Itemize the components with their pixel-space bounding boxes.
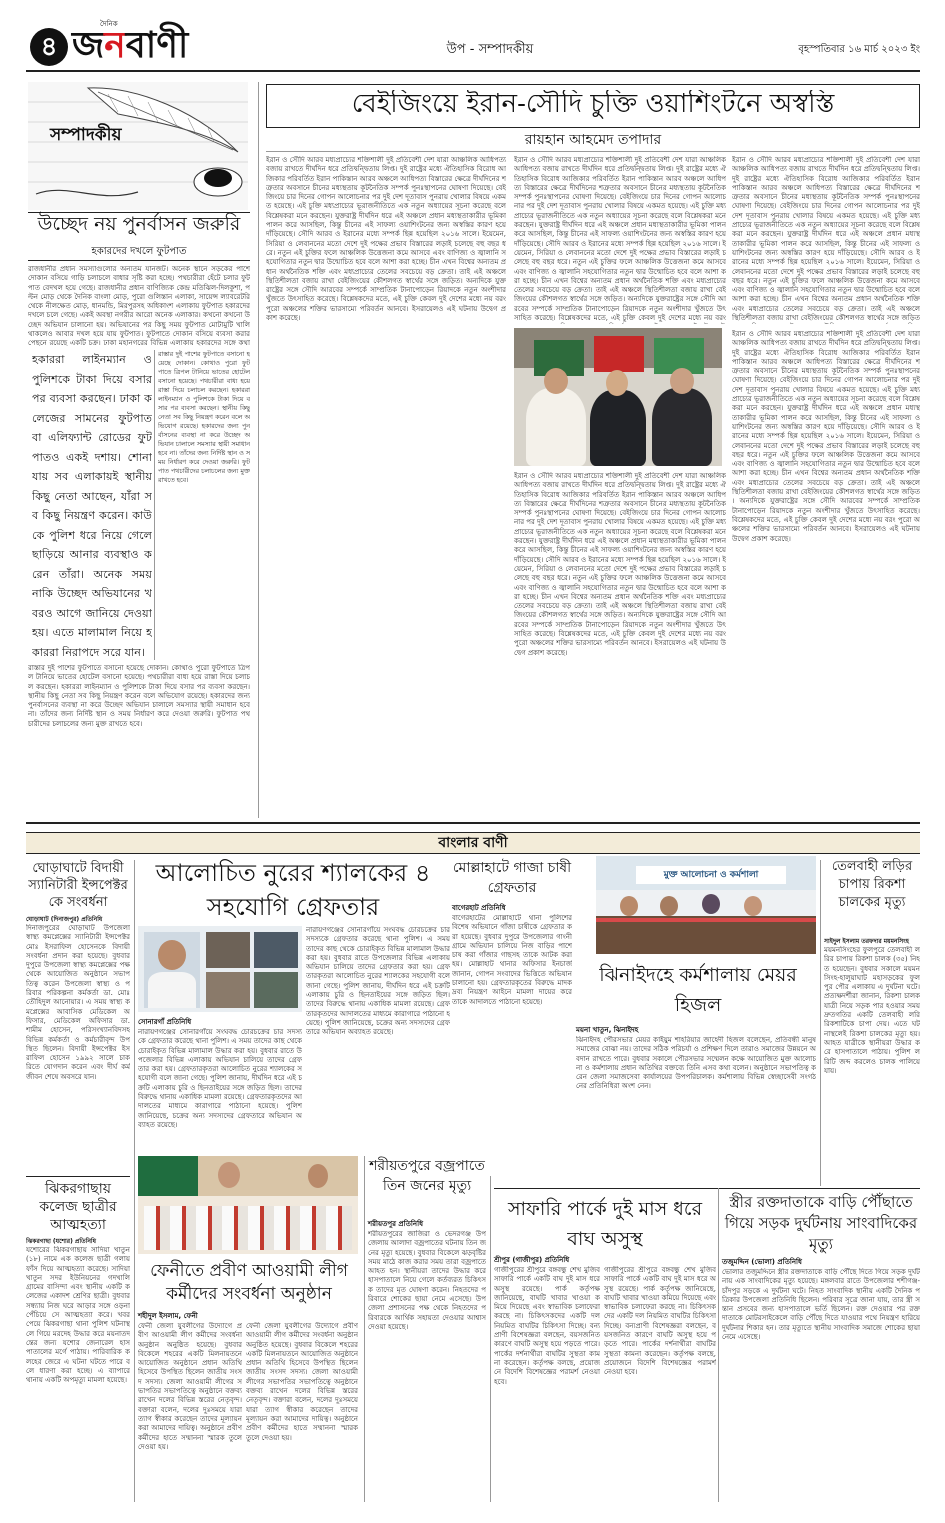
masthead-rule [26,70,920,72]
s2-byline: ঝিকরগাছা (যশোর) প্রতিনিধি [26,1238,96,1245]
s3-byline: সোনারগাঁ প্রতিনিধি [138,1018,192,1026]
s6-title: শরীয়তপুরে বজ্রপাতে তিন জনের মৃত্যু [369,1158,485,1194]
lead-author-rule [266,151,920,152]
col-a-divider [134,860,135,1502]
s10-byline: তজুমদ্দিন (ভোলা) প্রতিনিধি [722,1258,802,1266]
left-column-divider [258,82,259,818]
lead-photo [514,328,722,466]
section-banner-label: বাংলার বাণী [438,835,508,851]
s6-body: শরীয়তপুরের জাজিরা ও ভেদরগঞ্জ উপজেলায় আলাদা বজ্রপাতের ঘটনায় তিন জনের মৃত্যু হয়েছে। বুধবার বিকেলে ঝড়বৃষ্টির সময় মাঠে কাজ করার সময় তারা বজ্রপাতে আহত হন। স্থানীয়রা তাদের উদ্ধার করে হাসপাতালে নিয়ে গেলে কর্তব্যরত চিকিৎসক তাদের মৃত ঘোষণা করেন। নিহতদের পরিবারে শোকের ছায়া নেমে এসেছে। উপজেলা প্রশাসনের পক্ষ থেকে নিহতদের পরিবারকে আর্থিক সহায়তা দেওয়ার আশ্বাস দেওয়া হয়েছে। [368,1230,486,1331]
editorial-pullquote: হকাররা লাইনম্যান ও পুলিশকে টাকা দিয়ে বসার পর ব্যবসা করছেন। ঢাকা কলেজের সামনের ফুটপাত বা এলিফ্যান্ট রোডের ফুটপাতও একই দশায়। শোনা যায় সব এলাকায়ই স্থানীয় কিছু নেতা আছেন, যাঁরা সব কিছু নিয়ন্ত্রণ করেন। কাউকে পুলিশ ধরে নিয়ে গেলে ছাড়িয়ে আনার ব্যবস্থাও করেন তাঁরা। অনেক সময় নাকি উচ্ছেদ অভিযানের খবরও আগে জানিয়ে দেওয়া হয়। এতে মালামাল নিয়ে হকাররা নিরাপদে সরে যান। [32,353,152,659]
paper-name-pre: জ [72,25,105,66]
section-top-rule [26,822,920,824]
s5-title: মোল্লাহাটে গাজা চাষী গ্রেফতার [452,860,572,896]
s1-byline: ঘোড়াঘাট (দিনাজপুর) প্রতিনিধি [26,916,103,923]
section-banner [26,832,920,854]
s9-body: ময়মনসিংহের ফুলপুরে তেলবাহী লরির চাপায় রিকশা চালক (৩৫) নিহত হয়েছেন। বুধবার সকালে ময়মনসিংহ-হালুয়াঘাট মহাসড়কের ফুলপুর পৌর এলাকায় এ দুর্ঘটনা ঘটে। প্রত্যক্ষদর্শীরা জানান, রিকশা চালক যাত্রী নিয়ে সড়ক পার হওয়ার সময় দ্রুতগতির একটি তেলবাহী লরি রিকশাটিকে চাপা দেয়। এতে ঘটনাস্থলেই রিকশা চালকের মৃত্যু হয়। আহত যাত্রীকে স্থানীয়রা উদ্ধার করে হাসপাতালে পাঠায়। পুলিশ লরিটি জব্দ করলেও চালক পালিয়ে যায়। [824,946,920,1075]
editorial-body-c: রাস্তার দুই পাশের ফুটপাতে বসানো হয়েছে দোকান। কোথাও পুরো ফুটপাতে ত্রিপল টানিয়ে ভাতের হোটেল বসানো হয়েছে। পথচারীরা বাধ্য হয়ে রাস্তা দিয়ে চলাচল করছেন। হকাররা লাইনম্যান ও পুলিশকে টাকা দিয়ে বসার পর ব্যবসা করছেন। স্থানীয় কিছু নেতা সব কিছু নিয়ন্ত্রণ করেন বলে অভিযোগ রয়েছে। হকারদের জন্য পুনর্বাসনের ব্যবস্থা না করে উচ্ছেদ অভিযান চালালে সমস্যার স্থায়ী সমাধান হবে না। তাঁদের জন্য নির্দিষ্ট স্থান ও সময় নির্ধারণ করে দেওয়া জরুরি। ফুটপাত পথচারীদের চলাচলের জন্য মুক্ত রাখতে হবে। [28,664,250,728]
s7-photo-banner: মুক্ত আলোচনা ও কর্মশালা [636,866,786,884]
lead-author: রায়হান আহমেদ তপাদার [524,132,662,148]
s4-photo [138,1156,358,1254]
lead-title: বেইজিংয়ে ইরান-সৌদি চুক্তি ওয়াশিংটনে অস্বস্তি [351,90,835,119]
s3-body-2: নারায়ণগঞ্জের সোনারগাঁয়ে সংঘবদ্ধ চোরচক্রের চার সদস্যকে গ্রেফতার করেছে থানা পুলিশ। এ সময় তাদের কাছ থেকে চোরাইকৃত বিভিন্ন মালামাল উদ্ধার করা হয়। বুধবার রাতে উপজেলার বিভিন্ন এলাকায় অভিযান চালিয়ে তাদের গ্রেফতার করা হয়। গ্রেফতারকৃতরা আলোচিত নুরের শ্যালকের সহযোগী বলে জানা গেছে। পুলিশ জানায়, দীর্ঘদিন ধরে এই চক্রটি এলাকায় চুরি ও ছিনতাইয়ের সঙ্গে জড়িত ছিল। তাদের বিরুদ্ধে থানায় একাধিক মামলা রয়েছে। গ্রেফতারকৃতদের আদালতের মাধ্যমে কারাগারে পাঠানো হয়েছে। পুলিশ জানিয়েছে, চক্রের অন্য সদস্যদের গ্রেফতারে অভিযান অব্যাহত রয়েছে। [306,926,450,1037]
s2-title: ঝিকরগাছায় কলেজ ছাত্রীর আত্মহত্যা [39,1181,117,1233]
page-number: ৪ [40,32,58,62]
s4-title: ফেনীতে প্রবীণ আওয়ামী লীগ কর্মীদের সংবর্ধনা অনুষ্ঠান [150,1261,348,1304]
col-d-divider [820,860,821,1186]
s4-byline: শহীদুল ইসলাম, ফেনী [138,1312,198,1320]
lead-col-3-bottom: ইরান ও সৌদি আরব মধ্যপ্রাচ্যের শক্তিশালী দুই প্রতিবেশী দেশ যারা আঞ্চলিক আধিপত্য বজায় রাখতে দীর্ঘদিন ধরে প্রতিদ্বন্দ্বিতায় লিপ্ত। দুই রাষ্ট্রের মধ্যে ঐতিহাসিক বিরোধ আজিকার পরিবর্তিত ইরান পাকিস্তান আরব অঞ্চলে আধিপত্য বিস্তারের ক্ষেত্রে দীর্ঘদিনের শত্রুতার অবসানে চীনের মধ্যস্থতায় কূটনৈতিক সম্পর্ক পুনঃস্থাপনের ঘোষণা দিয়েছে। বেইজিংয়ে চার দিনের গোপন আলোচনার পর দুই দেশ দূতাবাস পুনরায় খোলার বিষয়ে একমত হয়েছে। এই চুক্তি মধ্যপ্রাচ্যের ভূরাজনীতিতে এক নতুন অধ্যায়ের সূচনা করেছে বলে বিশ্লেষকরা মনে করছেন। যুক্তরাষ্ট্র দীর্ঘদিন ধরে এই অঞ্চলে প্রধান মধ্যস্থতাকারীর ভূমিকা পালন করে আসছিল, কিন্তু চীনের এই সাফল্য ওয়াশিংটনের জন্য অস্বস্তির কারণ হয়ে দাঁড়িয়েছে। সৌদি আরব ও ইরানের মধ্যে সম্পর্ক ছিন্ন হয়েছিল ২০১৬ সালে। ইয়েমেন, সিরিয়া ও লেবাননের মতো দেশে দুই পক্ষের প্রভাব বিস্তারের লড়াই চলেছে বহু বছর ধরে। নতুন এই চুক্তির ফলে আঞ্চলিক উত্তেজনা কমে আসবে এবং বাণিজ্য ও জ্বালানি সহযোগিতার নতুন দ্বার উন্মোচিত হবে বলে আশা করা হচ্ছে। চীন এখন বিশ্বের অন্যতম প্রধান অর্থনৈতিক শক্তি এবং মধ্যপ্রাচ্যের তেলের সবচেয়ে বড় ক্রেতা। তাই এই অঞ্চলে স্থিতিশীলতা বজায় রাখা বেইজিংয়ের কৌশলগত স্বার্থের সঙ্গে জড়িত। অন্যদিকে যুক্তরাষ্ট্রের সঙ্গে সৌদি আরবের সম্পর্কে সাম্প্রতিক টানাপোড়েন রিয়াদকে নতুন অংশীদার খুঁজতে উৎসাহিত করেছে। বিশ্লেষকদের মতে, এই চুক্তি কেবল দুই দেশের মধ্যে নয় বরং পুরো অঞ্চলের শক্তির ভারসাম্যে পরিবর্তন আনবে। ইসরায়েলও এই ঘটনায় উদ্বেগ প্রকাশ করেছে। [732,330,920,543]
s7-byline: ময়না খাতুন, ঝিনাইদহ [576,1026,639,1034]
s10-title: স্ত্রীর রক্তদাতাকে বাড়ি পৌঁছাতে গিয়ে সড়ক দুর্ঘটনায় সাংবাদিকের মৃত্যু [724,1193,918,1253]
s9-title: তেলবাহী লড়ির চাপায় রিকশা চালকের মৃত্যু [831,859,913,910]
editorial-subtitle-rule [28,260,250,261]
s7-title: ঝিনাইদহে কর্মশালায় মেয়র হিজল [599,964,797,1016]
s8-body-2: গাজীপুরের শ্রীপুরে বঙ্গবন্ধু শেখ মুজিব সাফারি পার্কে একটি বাঘ দুই মাস ধরে অসুস্থ রয়েছে। পার্ক কর্তৃপক্ষ জানিয়েছে, বাঘটি খাবার খাওয়া কমিয়ে দিয়েছে এবং স্বাভাবিক চলাফেরা করছে না। চিকিৎসকদের একটি দল নিয়মিত বাঘটির চিকিৎসা দিচ্ছে। বন্যপ্রাণী বিশেষজ্ঞরা বলছেন, বয়সজনিত কারণে বাঘটি অসুস্থ হয়ে পড়তে পারে। পার্কের দর্শনার্থীরা বাঘটির সুস্থতা কামনা করেছেন। কর্তৃপক্ষ বলছে, প্রয়োজনে বিদেশি বিশেষজ্ঞের পরামর্শ নেওয়া হবে। [604,1266,716,1377]
s4-body-1: ফেনী জেলা যুবলীগের উদ্যোগে প্রবীণ আওয়ামী লীগ কর্মীদের সংবর্ধনা অনুষ্ঠান অনুষ্ঠিত হয়েছে। বুধবার বিকেলে শহরের একটি মিলনায়তনে আয়োজিত অনুষ্ঠানে প্রধান অতিথি হিসেবে উপস্থিত ছিলেন জাতীয় সংসদ সদস্য। জেলা আওয়ামী লীগের সভাপতির সভাপতিত্বে অনুষ্ঠানে বক্তব্য রাখেন দলের বিভিন্ন স্তরের নেতৃবৃন্দ। বক্তারা বলেন, দলের দুঃসময়ে যারা ত্যাগ স্বীকার করেছেন তাদের মূল্যায়ন করা আমাদের দায়িত্ব। অনুষ্ঠানে প্রবীণ কর্মীদের হাতে সম্মাননা স্মারক তুলে দেওয়া হয়। [138,1322,242,1451]
masthead [0,0,945,70]
col-b-divider [364,1156,365,1502]
lead-col-3-top: ইরান ও সৌদি আরব মধ্যপ্রাচ্যের শক্তিশালী দুই প্রতিবেশী দেশ যারা আঞ্চলিক আধিপত্য বজায় রাখতে দীর্ঘদিন ধরে প্রতিদ্বন্দ্বিতায় লিপ্ত। দুই রাষ্ট্রের মধ্যে ঐতিহাসিক বিরোধ আজিকার পরিবর্তিত ইরান পাকিস্তান আরব অঞ্চলে আধিপত্য বিস্তারের ক্ষেত্রে দীর্ঘদিনের শত্রুতার অবসানে চীনের মধ্যস্থতায় কূটনৈতিক সম্পর্ক পুনঃস্থাপনের ঘোষণা দিয়েছে। বেইজিংয়ে চার দিনের গোপন আলোচনার পর দুই দেশ দূতাবাস পুনরায় খোলার বিষয়ে একমত হয়েছে। এই চুক্তি মধ্যপ্রাচ্যের ভূরাজনীতিতে এক নতুন অধ্যায়ের সূচনা করেছে বলে বিশ্লেষকরা মনে করছেন। যুক্তরাষ্ট্র দীর্ঘদিন ধরে এই অঞ্চলে প্রধান মধ্যস্থতাকারীর ভূমিকা পালন করে আসছিল, কিন্তু চীনের এই সাফল্য ওয়াশিংটনের জন্য অস্বস্তির কারণ হয়ে দাঁড়িয়েছে। সৌদি আরব ও ইরানের মধ্যে সম্পর্ক ছিন্ন হয়েছিল ২০১৬ সালে। ইয়েমেন, সিরিয়া ও লেবাননের মতো দেশে দুই পক্ষের প্রভাব বিস্তারের লড়াই চলেছে বহু বছর ধরে। নতুন এই চুক্তির ফলে আঞ্চলিক উত্তেজনা কমে আসবে এবং বাণিজ্য ও জ্বালানি সহযোগিতার নতুন দ্বার উন্মোচিত হবে বলে আশা করা হচ্ছে। চীন এখন বিশ্বের অন্যতম প্রধান অর্থনৈতিক শক্তি এবং মধ্যপ্রাচ্যের তেলের সবচেয়ে বড় ক্রেতা। তাই এই অঞ্চলে স্থিতিশীলতা বজায় রাখা বেইজিংয়ের কৌশলগত স্বার্থের সঙ্গে জড়িত [732,156,920,323]
col-c-divider [490,1176,491,1502]
editorial-illustration [28,82,248,210]
paper-name-accent: ন [104,25,126,66]
editorial-body-b: রাস্তার দুই পাশের ফুটপাতে বসানো হয়েছে দোকান। কোথাও পুরো ফুটপাতে ত্রিপল টানিয়ে ভাতের হোটেল বসানো হয়েছে। পথচারীরা বাধ্য হয়ে রাস্তা দিয়ে চলাচল করছেন। হকাররা লাইনম্যান ও পুলিশকে টাকা দিয়ে বসার পর ব্যবসা করছেন। স্থানীয় কিছু নেতা সব কিছু নিয়ন্ত্রণ করেন বলে অভিযোগ রয়েছে। হকারদের জন্য পুনর্বাসনের ব্যবস্থা না করে উচ্ছেদ অভিযান চালালে সমস্যার স্থায়ী সমাধান হবে না। তাঁদের জন্য নির্দিষ্ট স্থান ও সময় নির্ধারণ করে দেওয়া জরুরি। ফুটপাত পথচারীদের চলাচলের জন্য মুক্ত রাখতে হবে। [158,351,250,484]
col-e-divider [718,1188,719,1502]
s1-body: দিনাজপুরের ঘোড়াঘাট উপজেলা স্বাস্থ্য কমপ্লেক্সের স্যানিটারী ইন্সপেক্টর মোঃ ইসরাফিল হোসেনকে বিদায়ী সংবর্ধনা প্রদান করা হয়েছে। বুধবার দুপুরে উপজেলা স্বাস্থ্য কমপ্লেক্সের পক্ষ থেকে আয়োজিত অনুষ্ঠানে সভাপতিত্ব করেন উপজেলা স্বাস্থ্য ও পরিবার পরিকল্পনা কর্মকর্তা ডা. মোঃ তৌহিদুল আনোয়ার। এ সময় স্বাস্থ্য কমপ্লেক্সের আবাসিক মেডিকেল অফিসার, মেডিকেল অফিসার ডা. শামীম হোসেন, পরিসংখ্যানবিদসহ বিভিন্ন কর্মকর্তা ও কর্মচারীবৃন্দ উপস্থিত ছিলেন। বিদায়ী ইন্সপেক্টর ইসরাফিল হোসেন ১৯৯২ সালে চাকরিতে যোগদান করেন এবং দীর্ঘ কর্মজীবন শেষে অবসরে যান। [26,924,130,1081]
s1-title: ঘোড়াঘাটে বিদায়ী স্যানিটারী ইন্সপেক্টর কে সংবর্ধনা [28,861,128,910]
s4-body-2: ফেনী জেলা যুবলীগের উদ্যোগে প্রবীণ আওয়ামী লীগ কর্মীদের সংবর্ধনা অনুষ্ঠান অনুষ্ঠিত হয়েছে। বুধবার বিকেলে শহরের একটি মিলনায়তনে আয়োজিত অনুষ্ঠানে প্রধান অতিথি হিসেবে উপস্থিত ছিলেন জাতীয় সংসদ সদস্য। জেলা আওয়ামী লীগের সভাপতির সভাপতিত্বে অনুষ্ঠানে বক্তব্য রাখেন দলের বিভিন্ন স্তরের নেতৃবৃন্দ। বক্তারা বলেন, দলের দুঃসময়ে যারা ত্যাগ স্বীকার করেছেন তাদের মূল্যায়ন করা আমাদের দায়িত্ব। অনুষ্ঠানে প্রবীণ কর্মীদের হাতে সম্মাননা স্মারক তুলে দেওয়া হয়। [246,1322,358,1442]
s10-top-rule [722,1188,920,1189]
editorial-body-a: রাজধানীর প্রধান সমস্যাগুলোর অন্যতম যানজট। অনেক স্থানে সড়কের পাশে দোকান বসিয়ে গাড়ি চলাচলে বাধার সৃষ্টি করা হচ্ছে। পথচারীরা হেঁটে চলার ফুটপাত বেদখল হয়ে গেছে। রাজধানীর প্রধান বাণিজ্যিক কেন্দ্র মতিঝিল-দিলকুশা, পল্টন মোড় থেকে দৈনিক বাংলা মোড়, পুরো গুলিস্তান এলাকা, সায়েন্স ল্যাবরেটরি থেকে নীলক্ষেত মোড়, ধানমন্ডি, মিরপুরসহ অধিকাংশ এলাকায় ফুটপাত হকারদের দখলে চলে গেছে। একই অবস্থা নগরীর আরো অনেক এলাকার। কখনো কখনো উচ্ছেদ অভিযান চালানো হয়। অভিযানের পর কিছু সময় ফুটপাত মোটামুটি খালি থাকলেও আবার দখল হয়ে যায় ফুটপাত। ফুটপাতে দোকান বসিয়ে ব্যবসা করার পেছনে রয়েছে একটি চক্র। ঢাকা মহানগরের বিভিন্ন এলাকায় হকারদের সঙ্গে কথা [28,265,250,347]
s3-photo [138,926,302,1012]
section-label: উপ - সম্পাদকীয় [446,42,534,57]
issue-date: বৃহস্পতিবার ১৬ মার্চ ২০২৩ ইং [798,44,920,55]
paper-daily: দৈনিক [100,20,118,28]
paper-name-post: বাণী [125,25,189,66]
s6-byline: শরীয়তপুর প্রতিনিধি [368,1220,423,1228]
s3-body-1: নারায়ণগঞ্জের সোনারগাঁয়ে সংঘবদ্ধ চোরচক্রের চার সদস্যকে গ্রেফতার করেছে থানা পুলিশ। এ সময় তাদের কাছ থেকে চোরাইকৃত বিভিন্ন মালামাল উদ্ধার করা হয়। বুধবার রাতে উপজেলার বিভিন্ন এলাকায় অভিযান চালিয়ে তাদের গ্রেফতার করা হয়। গ্রেফতারকৃতরা আলোচিত নুরের শ্যালকের সহযোগী বলে জানা গেছে। পুলিশ জানায়, দীর্ঘদিন ধরে এই চক্রটি এলাকায় চুরি ও ছিনতাইয়ের সঙ্গে জড়িত ছিল। তাদের বিরুদ্ধে থানায় একাধিক মামলা রয়েছে। গ্রেফতারকৃতদের আদালতের মাধ্যমে কারাগারে পাঠানো হয়েছে। পুলিশ জানিয়েছে, চক্রের অন্য সদস্যদের গ্রেফতারে অভিযান অব্যাহত রয়েছে। [138,1028,302,1129]
s2-body: যশোরের ঝিকরগাছায় সাদিয়া খাতুন (১৮) নামে এক কলেজ ছাত্রী গলায় ফাঁস দিয়ে আত্মহত্যা করেছে। সাদিয়া খাতুন সদর ইউনিয়নের গদখালি গ্রামের বাসিন্দা এবং স্থানীয় একটি কলেজের একাদশ শ্রেণির ছাত্রী। বুধবার সন্ধ্যায় নিজ ঘরে আড়ার সঙ্গে ওড়না পেঁচিয়ে সে আত্মহত্যা করে। খবর পেয়ে ঝিকরগাছা থানা পুলিশ ঘটনাস্থলে গিয়ে মরদেহ উদ্ধার করে ময়নাতদন্তের জন্য যশোর জেনারেল হাসপাতালের মর্গে পাঠায়। পারিবারিক কলহের জেরে এ ঘটনা ঘটতে পারে বলে ধারণা করা হচ্ছে। এ ব্যাপারে থানায় একটি অপমৃত্যু মামলা হয়েছে। [26,1246,130,1385]
lead-col-2-top: ইরান ও সৌদি আরব মধ্যপ্রাচ্যের শক্তিশালী দুই প্রতিবেশী দেশ যারা আঞ্চলিক আধিপত্য বজায় রাখতে দীর্ঘদিন ধরে প্রতিদ্বন্দ্বিতায় লিপ্ত। দুই রাষ্ট্রের মধ্যে ঐতিহাসিক বিরোধ আজিকার পরিবর্তিত ইরান পাকিস্তান আরব অঞ্চলে আধিপত্য বিস্তারের ক্ষেত্রে দীর্ঘদিনের শত্রুতার অবসানে চীনের মধ্যস্থতায় কূটনৈতিক সম্পর্ক পুনঃস্থাপনের ঘোষণা দিয়েছে। বেইজিংয়ে চার দিনের গোপন আলোচনার পর দুই দেশ দূতাবাস পুনরায় খোলার বিষয়ে একমত হয়েছে। এই চুক্তি মধ্যপ্রাচ্যের ভূরাজনীতিতে এক নতুন অধ্যায়ের সূচনা করেছে বলে বিশ্লেষকরা মনে করছেন। যুক্তরাষ্ট্র দীর্ঘদিন ধরে এই অঞ্চলে প্রধান মধ্যস্থতাকারীর ভূমিকা পালন করে আসছিল, কিন্তু চীনের এই সাফল্য ওয়াশিংটনের জন্য অস্বস্তির কারণ হয়ে দাঁড়িয়েছে। সৌদি আরব ও ইরানের মধ্যে সম্পর্ক ছিন্ন হয়েছিল ২০১৬ সালে। ইয়েমেন, সিরিয়া ও লেবাননের মতো দেশে দুই পক্ষের প্রভাব বিস্তারের লড়াই চলেছে বহু বছর ধরে। নতুন এই চুক্তির ফলে আঞ্চলিক উত্তেজনা কমে আসবে এবং বাণিজ্য ও জ্বালানি সহযোগিতার নতুন দ্বার উন্মোচিত হবে বলে আশা করা হচ্ছে। চীন এখন বিশ্বের অন্যতম প্রধান অর্থনৈতিক শক্তি এবং মধ্যপ্রাচ্যের তেলের সবচেয়ে বড় ক্রেতা। তাই এই অঞ্চলে স্থিতিশীলতা বজায় রাখা বেইজিংয়ের কৌশলগত স্বার্থের সঙ্গে জড়িত। অন্যদিকে যুক্তরাষ্ট্রের সঙ্গে সৌদি আরবের সম্পর্কে সাম্প্রতিক টানাপোড়েন রিয়াদকে নতুন অংশীদার খুঁজতে উৎসাহিত করেছে। বিশ্লেষকদের মতে, এই চুক্তি কেবল দুই দেশের মধ্যে নয় বরং [514,156,726,323]
s5-byline: বাগেরহাট প্রতিনিধি [452,904,506,912]
s7-body: ঝিনাইদহ পৌরসভার মেয়র কাইয়ুম শাহরিয়ার জাহেদী হিজল বলেছেন, প্রতিবন্ধী মানুষ সমাজের বোঝা নয়। তাদের সঠিক পরিচর্যা ও প্রশিক্ষণ দিলে তারাও সমাজের উন্নয়নে অবদান রাখতে পারে। বুধবার সকালে পৌরসভার সম্মেলন কক্ষে আয়োজিত মুক্ত আলোচনা ও কর্মশালায় প্রধান অতিথির বক্তব্যে তিনি এসব কথা বলেন। অনুষ্ঠানে সভাপতিত্ব করেন জেলা সমাজসেবা কার্যালয়ের উপপরিচালক। কর্মশালায় বিভিন্ন স্বেচ্ছাসেবী সংগঠনের প্রতিনিধিরা অংশ নেন। [576,1036,816,1091]
lead-col-1: ইরান ও সৌদি আরব মধ্যপ্রাচ্যের শক্তিশালী দুই প্রতিবেশী দেশ যারা আঞ্চলিক আধিপত্য বজায় রাখতে দীর্ঘদিন ধরে প্রতিদ্বন্দ্বিতায় লিপ্ত। দুই রাষ্ট্রের মধ্যে ঐতিহাসিক বিরোধ আজিকার পরিবর্তিত ইরান পাকিস্তান আরব অঞ্চলে আধিপত্য বিস্তারের ক্ষেত্রে দীর্ঘদিনের শত্রুতার অবসানে চীনের মধ্যস্থতায় কূটনৈতিক সম্পর্ক পুনঃস্থাপনের ঘোষণা দিয়েছে। বেইজিংয়ে চার দিনের গোপন আলোচনার পর দুই দেশ দূতাবাস পুনরায় খোলার বিষয়ে একমত হয়েছে। এই চুক্তি মধ্যপ্রাচ্যের ভূরাজনীতিতে এক নতুন অধ্যায়ের সূচনা করেছে বলে বিশ্লেষকরা মনে করছেন। যুক্তরাষ্ট্র দীর্ঘদিন ধরে এই অঞ্চলে প্রধান মধ্যস্থতাকারীর ভূমিকা পালন করে আসছিল, কিন্তু চীনের এই সাফল্য ওয়াশিংটনের জন্য অস্বস্তির কারণ হয়ে দাঁড়িয়েছে। সৌদি আরব ও ইরানের মধ্যে সম্পর্ক ছিন্ন হয়েছিল ২০১৬ সালে। ইয়েমেন, সিরিয়া ও লেবাননের মতো দেশে দুই পক্ষের প্রভাব বিস্তারের লড়াই চলেছে বহু বছর ধরে। নতুন এই চুক্তির ফলে আঞ্চলিক উত্তেজনা কমে আসবে এবং বাণিজ্য ও জ্বালানি সহযোগিতার নতুন দ্বার উন্মোচিত হবে বলে আশা করা হচ্ছে। চীন এখন বিশ্বের অন্যতম প্রধান অর্থনৈতিক শক্তি এবং মধ্যপ্রাচ্যের তেলের সবচেয়ে বড় ক্রেতা। তাই এই অঞ্চলে স্থিতিশীলতা বজায় রাখা বেইজিংয়ের কৌশলগত স্বার্থের সঙ্গে জড়িত। অন্যদিকে যুক্তরাষ্ট্রের সঙ্গে সৌদি আরবের সম্পর্কে সাম্প্রতিক টানাপোড়েন রিয়াদকে নতুন অংশীদার খুঁজতে উৎসাহিত করেছে। বিশ্লেষকদের মতে, এই চুক্তি কেবল দুই দেশের মধ্যে নয় বরং পুরো অঞ্চলের শক্তির ভারসাম্যে পরিবর্তন আনবে। ইসরায়েলও এই ঘটনায় উদ্বেগ প্রকাশ করেছে। [266,156,506,323]
s1-bottom-rule [26,1176,130,1177]
s8-title: সাফারি পার্কে দুই মাস ধরে বাঘ অসুস্থ [507,1198,703,1250]
s7-photo [596,856,816,954]
s8-body-1: গাজীপুরের শ্রীপুরে বঙ্গবন্ধু শেখ মুজিব সাফারি পার্কে একটি বাঘ দুই মাস ধরে অসুস্থ রয়েছে। পার্ক কর্তৃপক্ষ জানিয়েছে, বাঘটি খাবার খাওয়া কমিয়ে দিয়েছে এবং স্বাভাবিক চলাফেরা করছে না। চিকিৎসকদের একটি দল নিয়মিত বাঘটির চিকিৎসা দিচ্ছে। বন্যপ্রাণী বিশেষজ্ঞরা বলছেন, বয়সজনিত কারণে বাঘটি অসুস্থ হয়ে পড়তে পারে। পার্কের দর্শনার্থীরা বাঘটির সুস্থতা কামনা করেছেন। কর্তৃপক্ষ বলছে, প্রয়োজনে বিদেশি বিশেষজ্ঞের পরামর্শ নেওয়া হবে। [494,1266,600,1386]
s10-body: ভোলার তজুমদ্দিনে স্ত্রীর রক্তদাতাকে বাড়ি পৌঁছে দিতে গিয়ে সড়ক দুর্ঘটনায় এক সাংবাদিকের মৃত্যু হয়েছে। মঙ্গলবার রাতে উপজেলার শশীগঞ্জ-চাঁদপুর সড়কে এ দুর্ঘটনা ঘটে। নিহত সাংবাদিক স্থানীয় একটি দৈনিক পত্রিকার উপজেলা প্রতিনিধি ছিলেন। পরিবার সূত্রে জানা যায়, তার স্ত্রী সন্তান প্রসবের জন্য হাসপাতালে ভর্তি ছিলেন। রক্ত দেওয়ার পর রক্তদাতাকে মোটরসাইকেলে বাড়ি পৌঁছে দিতে যাওয়ার পথে নিয়ন্ত্রণ হারিয়ে দুর্ঘটনার শিকার হন। তার মৃত্যুতে স্থানীয় সাংবাদিক সমাজে শোকের ছায়া নেমে এসেছে। [722,1268,920,1342]
s5-body: বাগেরহাটের মোল্লাহাটে থানা পুলিশের বিশেষ অভিযানে গাঁজা চাষীকে গ্রেফতার করা হয়েছে। বুধবার দুপুরে উপজেলার গাংনী গ্রামে অভিযান চালিয়ে নিজ বাড়ির পাশে চাষ করা গাঁজার গাছসহ তাকে আটক করা হয়। মোল্লাহাট থানার অফিসার ইনচার্জ জানান, গোপন সংবাদের ভিত্তিতে অভিযান চালানো হয়। গ্রেফতারকৃতের বিরুদ্ধে মাদকদ্রব্য নিয়ন্ত্রণ আইনে মামলা দায়ের করে তাকে আদালতে পাঠানো হয়েছে। [452,914,572,1006]
pullquote-divider [154,350,155,660]
editorial-subtitle: হকারদের দখলে ফুটপাত [91,246,187,257]
lead-col-2-bottom: ইরান ও সৌদি আরব মধ্যপ্রাচ্যের শক্তিশালী দুই প্রতিবেশী দেশ যারা আঞ্চলিক আধিপত্য বজায় রাখতে দীর্ঘদিন ধরে প্রতিদ্বন্দ্বিতায় লিপ্ত। দুই রাষ্ট্রের মধ্যে ঐতিহাসিক বিরোধ আজিকার পরিবর্তিত ইরান পাকিস্তান আরব অঞ্চলে আধিপত্য বিস্তারের ক্ষেত্রে দীর্ঘদিনের শত্রুতার অবসানে চীনের মধ্যস্থতায় কূটনৈতিক সম্পর্ক পুনঃস্থাপনের ঘোষণা দিয়েছে। বেইজিংয়ে চার দিনের গোপন আলোচনার পর দুই দেশ দূতাবাস পুনরায় খোলার বিষয়ে একমত হয়েছে। এই চুক্তি মধ্যপ্রাচ্যের ভূরাজনীতিতে এক নতুন অধ্যায়ের সূচনা করেছে বলে বিশ্লেষকরা মনে করছেন। যুক্তরাষ্ট্র দীর্ঘদিন ধরে এই অঞ্চলে প্রধান মধ্যস্থতাকারীর ভূমিকা পালন করে আসছিল, কিন্তু চীনের এই সাফল্য ওয়াশিংটনের জন্য অস্বস্তির কারণ হয়ে দাঁড়িয়েছে। সৌদি আরব ও ইরানের মধ্যে সম্পর্ক ছিন্ন হয়েছিল ২০১৬ সালে। ইয়েমেন, সিরিয়া ও লেবাননের মতো দেশে দুই পক্ষের প্রভাব বিস্তারের লড়াই চলেছে বহু বছর ধরে। নতুন এই চুক্তির ফলে আঞ্চলিক উত্তেজনা কমে আসবে এবং বাণিজ্য ও জ্বালানি সহযোগিতার নতুন দ্বার উন্মোচিত হবে বলে আশা করা হচ্ছে। চীন এখন বিশ্বের অন্যতম প্রধান অর্থনৈতিক শক্তি এবং মধ্যপ্রাচ্যের তেলের সবচেয়ে বড় ক্রেতা। তাই এই অঞ্চলে স্থিতিশীলতা বজায় রাখা বেইজিংয়ের কৌশলগত স্বার্থের সঙ্গে জড়িত। অন্যদিকে যুক্তরাষ্ট্রের সঙ্গে সৌদি আরবের সম্পর্কে সাম্প্রতিক টানাপোড়েন রিয়াদকে নতুন অংশীদার খুঁজতে উৎসাহিত করেছে। বিশ্লেষকদের মতে, এই চুক্তি কেবল দুই দেশের মধ্যে নয় বরং পুরো অঞ্চলের শক্তির ভারসাম্যে পরিবর্তন আনবে। ইসরায়েলও এই ঘটনায় উদ্বেগ প্রকাশ করেছে। [514,472,726,657]
s9-byline: সাইদুল ইসলাম তরফদার ময়মনসিংহ [824,938,909,945]
s8-byline: শ্রীপুর (গাজীপুর) প্রতিনিধি [494,1256,570,1264]
s3-title: আলোচিত নুরের শ্যালকের ৪ সহযোগি গ্রেফতার [155,859,431,921]
paper-name [72,24,188,68]
editorial-label: সম্পাদকীয় [50,125,122,145]
editorial-title: উচ্ছেদ নয় পুনর্বাসন জরুরি [37,213,241,235]
